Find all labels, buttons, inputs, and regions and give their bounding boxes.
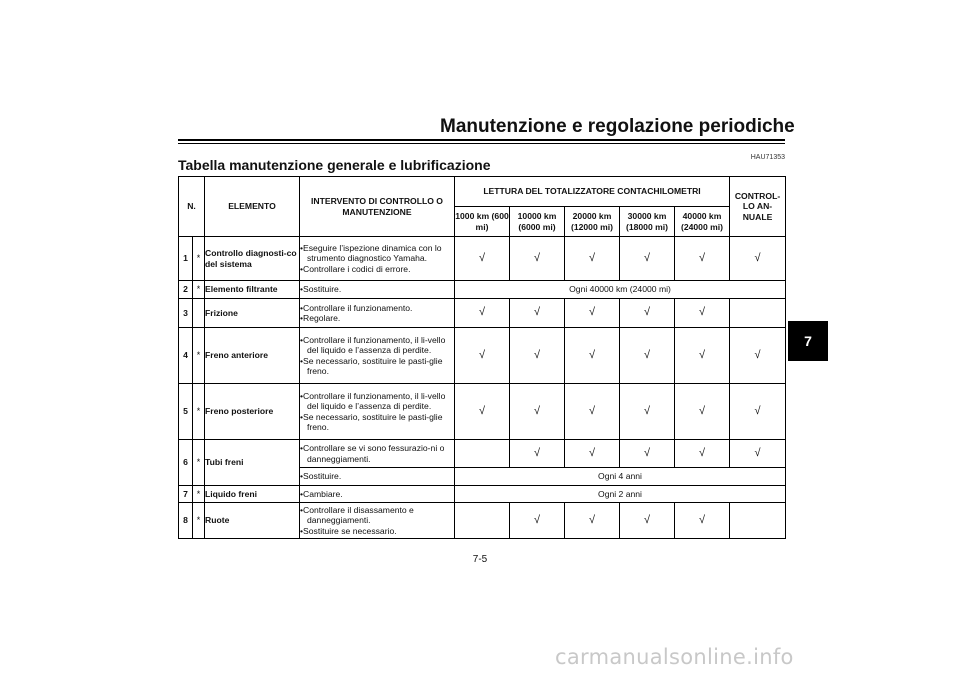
intervention-item: • Eseguire l’ispezione dinamica con lo strumento diagnostico Yamaha.: [300, 243, 454, 264]
check-mark: √: [565, 328, 620, 384]
check-mark: √: [510, 384, 565, 440]
row-element: Freno anteriore: [205, 328, 300, 384]
header-odo-4: 30000 km (18000 mi): [620, 207, 675, 237]
header-odometer: LETTURA DEL TOTALIZZATORE CONTACHILOMETRI: [455, 177, 730, 207]
empty-cell: [455, 440, 510, 468]
check-mark: √: [620, 237, 675, 281]
row-number: 7: [179, 486, 193, 503]
row-intervention: [300, 440, 455, 468]
intervention-item: • Cambiare.: [300, 489, 454, 499]
check-mark: √: [565, 440, 620, 468]
row-asterisk: *: [193, 281, 205, 299]
row-number: 5: [179, 384, 193, 440]
maintenance-table: [178, 176, 786, 539]
check-mark: √: [455, 384, 510, 440]
check-mark: √: [565, 299, 620, 328]
table-row: [179, 486, 786, 503]
table-row: [179, 384, 786, 440]
header-rule: [178, 139, 785, 141]
empty-cell: [730, 503, 786, 539]
check-mark: √: [455, 299, 510, 328]
check-mark: √: [730, 237, 786, 281]
row-asterisk: [193, 299, 205, 328]
table-row: [179, 281, 786, 299]
section-title: Tabella manutenzione generale e lubrificazione: [178, 157, 491, 173]
chapter-tab: 7: [788, 321, 828, 361]
check-mark: √: [565, 503, 620, 539]
row-asterisk: *: [193, 237, 205, 281]
intervention-item: • Controllare il disassamento e danneggiamenti.: [300, 505, 454, 526]
check-mark: √: [620, 384, 675, 440]
row-intervention: [300, 299, 455, 328]
intervention-item: • Se necessario, sostituire le pasti-glie freno.: [300, 412, 454, 433]
check-mark: √: [730, 440, 786, 468]
row-intervention: [300, 384, 455, 440]
intervention-item: • Se necessario, sostituire le pasti-glie freno.: [300, 356, 454, 377]
header-num: N.: [179, 177, 205, 237]
row-asterisk: *: [193, 440, 205, 486]
watermark: carmanualsonline.info: [555, 645, 794, 669]
empty-cell: [455, 503, 510, 539]
header-annual: CONTROL-LO AN-NUALE: [730, 177, 786, 237]
row-intervention: [300, 468, 455, 486]
check-mark: √: [730, 384, 786, 440]
check-mark: √: [730, 328, 786, 384]
check-mark: √: [565, 384, 620, 440]
check-mark: √: [510, 299, 565, 328]
header-element: ELEMENTO: [205, 177, 300, 237]
check-mark: √: [565, 237, 620, 281]
row-intervention: [300, 281, 455, 299]
row-asterisk: *: [193, 384, 205, 440]
intervention-item: • Regolare.: [300, 313, 454, 323]
table-row: [179, 440, 786, 468]
intervention-item: • Controllare il funzionamento.: [300, 303, 454, 313]
check-mark: √: [620, 440, 675, 468]
table-row: [179, 237, 786, 281]
row-element: Tubi freni: [205, 440, 300, 486]
interval-note: Ogni 2 anni: [455, 486, 786, 503]
interval-note: Ogni 4 anni: [455, 468, 786, 486]
intervention-item: • Controllare il funzionamento, il li-vello del liquido e l’assenza di perdite.: [300, 391, 454, 412]
row-element: Ruote: [205, 503, 300, 539]
check-mark: √: [675, 503, 730, 539]
header-rule-thin: [178, 143, 785, 144]
document-code: HAU71353: [750, 154, 785, 161]
check-mark: √: [675, 328, 730, 384]
check-mark: √: [455, 328, 510, 384]
row-element: Liquido freni: [205, 486, 300, 503]
row-number: 4: [179, 328, 193, 384]
row-element: Frizione: [205, 299, 300, 328]
row-asterisk: *: [193, 328, 205, 384]
row-intervention: [300, 503, 455, 539]
row-number: 1: [179, 237, 193, 281]
intervention-item: • Sostituire.: [300, 471, 454, 481]
intervention-item: • Sostituire.: [300, 284, 454, 294]
check-mark: √: [620, 328, 675, 384]
intervention-item: • Controllare se vi sono fessurazio-ni o danneggiamenti.: [300, 443, 454, 464]
row-element: Elemento filtrante: [205, 281, 300, 299]
table-row: [179, 299, 786, 328]
check-mark: √: [510, 237, 565, 281]
check-mark: √: [620, 299, 675, 328]
intervention-item: • Controllare i codici di errore.: [300, 264, 454, 274]
check-mark: √: [510, 503, 565, 539]
row-asterisk: *: [193, 503, 205, 539]
check-mark: √: [675, 299, 730, 328]
check-mark: √: [620, 503, 675, 539]
row-number: 3: [179, 299, 193, 328]
check-mark: √: [675, 384, 730, 440]
row-element: Controllo diagnosti-co del sistema: [205, 237, 300, 281]
interval-note: Ogni 40000 km (24000 mi): [455, 281, 786, 299]
header-odo-1: 1000 km (600 mi): [455, 207, 510, 237]
check-mark: √: [510, 440, 565, 468]
page-header-title: Manutenzione e regolazione periodiche: [440, 116, 795, 137]
header-odo-2: 10000 km (6000 mi): [510, 207, 565, 237]
table-row: [179, 503, 786, 539]
check-mark: √: [675, 237, 730, 281]
header-odo-3: 20000 km (12000 mi): [565, 207, 620, 237]
check-mark: √: [510, 328, 565, 384]
intervention-item: • Sostituire se necessario.: [300, 526, 454, 536]
row-intervention: [300, 237, 455, 281]
check-mark: √: [455, 237, 510, 281]
check-mark: √: [675, 440, 730, 468]
header-intervention: INTERVENTO DI CONTROLLO O MANUTENZIONE: [300, 177, 455, 237]
empty-cell: [730, 299, 786, 328]
row-intervention: [300, 486, 455, 503]
row-element: Freno posteriore: [205, 384, 300, 440]
table-row: [179, 328, 786, 384]
page-number: 7-5: [472, 554, 488, 565]
row-asterisk: *: [193, 486, 205, 503]
intervention-item: • Controllare il funzionamento, il li-vello del liquido e l’assenza di perdite.: [300, 335, 454, 356]
row-number: 2: [179, 281, 193, 299]
row-number: 8: [179, 503, 193, 539]
header-odo-5: 40000 km (24000 mi): [675, 207, 730, 237]
row-intervention: [300, 328, 455, 384]
row-number: 6: [179, 440, 193, 486]
